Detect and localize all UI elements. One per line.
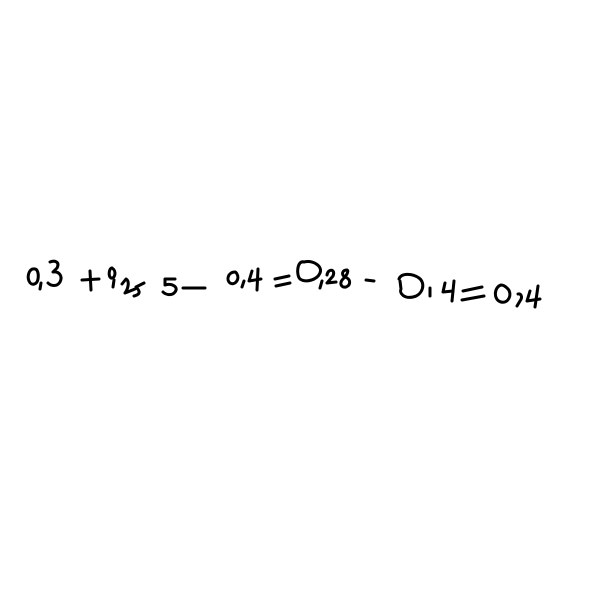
stroke — [40, 283, 41, 289]
stroke — [452, 281, 454, 301]
stroke — [495, 285, 510, 302]
stroke — [163, 279, 176, 295]
stroke — [257, 269, 258, 290]
term-0-3 — [28, 261, 61, 289]
stroke — [463, 287, 482, 291]
stroke — [113, 280, 114, 287]
stroke — [228, 272, 238, 284]
stroke — [275, 276, 289, 279]
stroke — [462, 296, 484, 300]
stroke — [399, 274, 423, 297]
plus-sign-1 — [82, 271, 99, 290]
equals-sign-1 — [275, 276, 290, 286]
equals-sign-2 — [462, 287, 484, 300]
term-0-4 — [228, 269, 261, 290]
stroke — [327, 270, 336, 283]
stroke — [298, 262, 321, 281]
stroke — [122, 279, 135, 293]
term-0-4-second — [399, 274, 454, 301]
stroke — [48, 261, 61, 285]
stroke — [28, 269, 38, 284]
term-0-25 — [109, 268, 176, 296]
stroke — [341, 270, 350, 287]
stroke — [443, 283, 453, 292]
stroke — [366, 280, 374, 281]
stroke — [517, 294, 521, 306]
term-0-28 — [298, 262, 350, 288]
stroke — [276, 283, 290, 286]
minus-sign-2 — [366, 280, 374, 281]
stroke — [242, 281, 244, 287]
term-result — [495, 285, 540, 307]
stroke — [90, 271, 91, 290]
stroke — [535, 286, 538, 307]
stroke — [109, 268, 115, 278]
stroke — [320, 281, 322, 288]
